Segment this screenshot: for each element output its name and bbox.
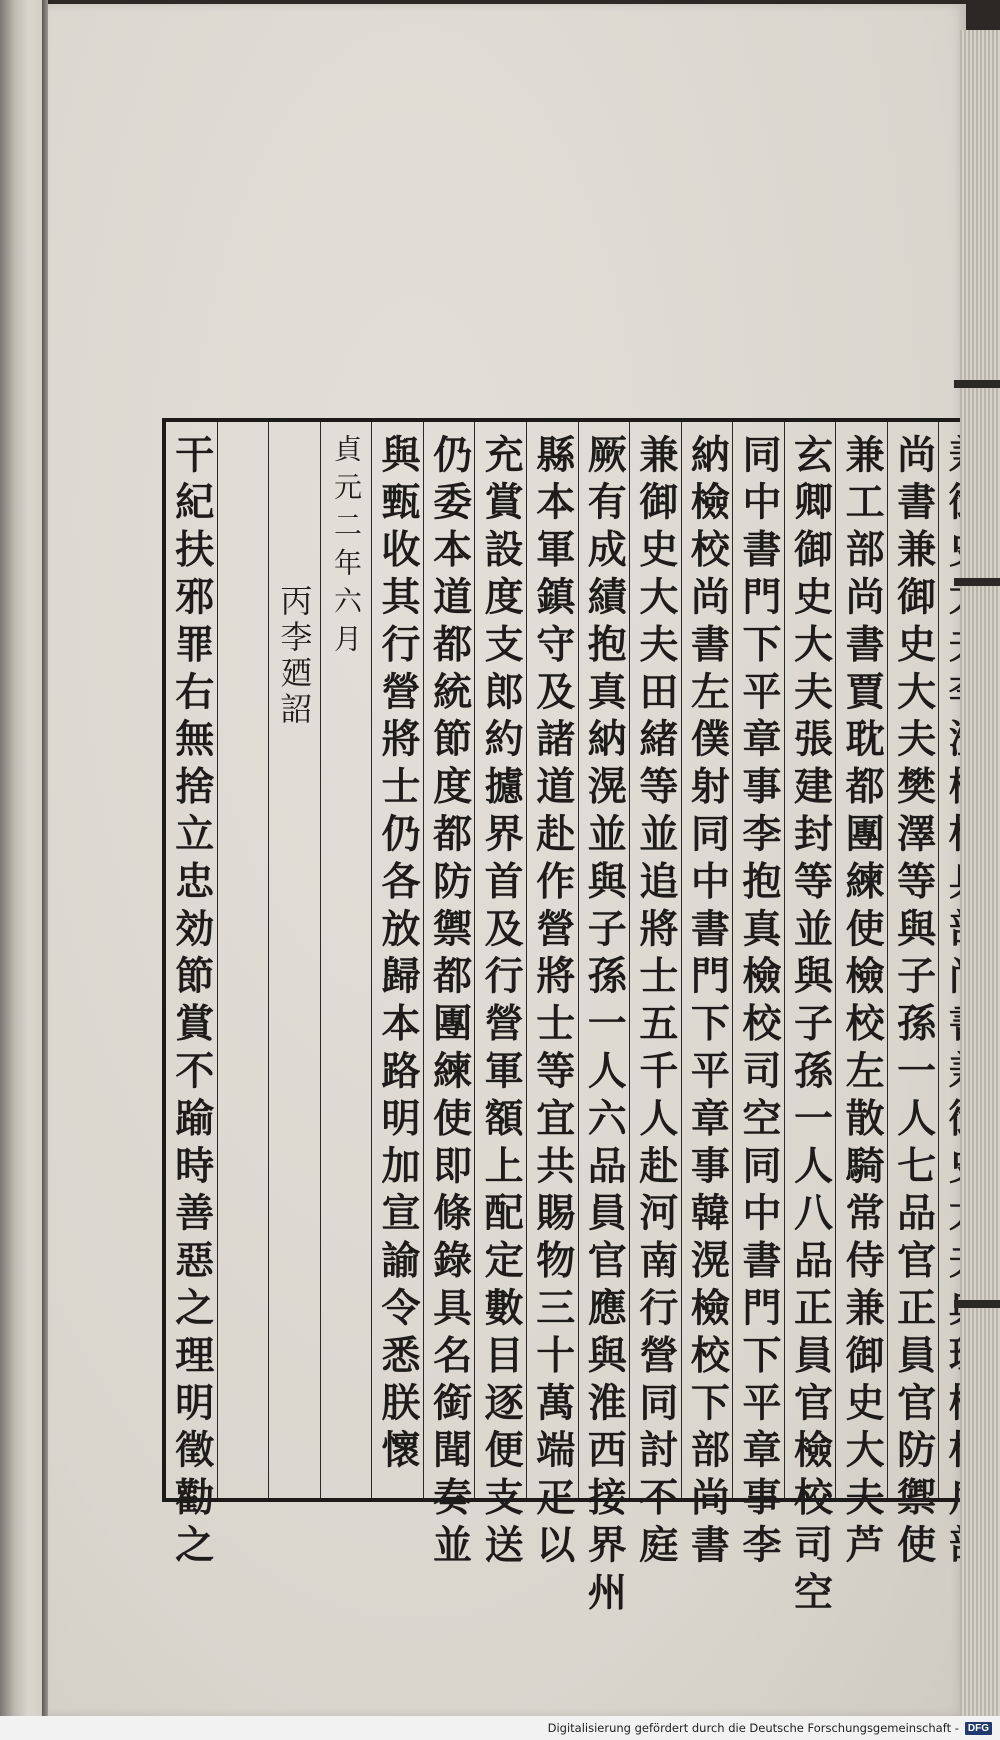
- column-text: 仍委本道都統節度都防禦都團練使即條錄具名銜聞奏並: [426, 434, 473, 1572]
- column-text: 厥有成績抱真納滉並與子孫一人六品員官應與淮西接界州: [581, 434, 628, 1619]
- text-column: [784, 422, 836, 1619]
- text-column: [732, 422, 784, 1572]
- column-text: 與甄收其行營將士仍各放歸本路明加宣諭令悉朕懷: [375, 434, 422, 1477]
- text-column: [887, 422, 939, 1572]
- book-page: [48, 4, 966, 1716]
- column-text: 兼工部尚書賈耽都團練使檢校左散騎常侍兼御史大夫芦: [839, 434, 886, 1572]
- previous-page-edge: [0, 0, 48, 1716]
- dfg-logo: DFG: [965, 1722, 992, 1735]
- text-column: [268, 422, 320, 1498]
- text-column: [166, 422, 217, 1572]
- text-column: [629, 422, 681, 1572]
- page-stack-edges: [960, 30, 1000, 1720]
- column-text: 縣本軍鎮守及諸道赴作營將士等宜共賜物三十萬端疋以: [529, 434, 576, 1572]
- text-column: [371, 422, 423, 1498]
- column-text: 充賞設度支郎約攄界首及行營軍額上配定數目逐便支送: [478, 434, 525, 1572]
- text-column: [526, 422, 578, 1572]
- text-column: [578, 422, 630, 1619]
- column-text: 干紀扶邪罪右無捨立忠効節賞不踰時善惡之理明徵勸之: [168, 434, 215, 1572]
- text-column: [423, 422, 475, 1572]
- text-column: [681, 422, 733, 1572]
- page-tab: [954, 578, 1000, 586]
- text-frame: [162, 418, 994, 1619]
- text-column: [217, 422, 269, 1498]
- text-column: [474, 422, 526, 1572]
- column-text: 納檢校尚書左僕射同中書門下平章事韓滉檢校下部尚書: [684, 434, 731, 1572]
- column-text: 貞元二年六月: [329, 434, 363, 662]
- page-tab: [954, 1300, 1000, 1308]
- column-text: 玄卿御史大夫張建封等並與子孫一人八品正員官檢校司空: [787, 434, 834, 1619]
- text-columns: [166, 422, 990, 1619]
- column-text: 兼御史大夫田緒等並追將士五千人赴河南行營同討不庭: [632, 434, 679, 1572]
- footer-bar: [0, 1716, 1000, 1740]
- column-text: 尚書兼御史大夫樊澤等與子孫一人七品官正員官防禦使: [890, 434, 937, 1572]
- column-text: 同中書門下平章事李抱真檢校司空同中書門下平章事李: [735, 434, 782, 1572]
- page-tab: [954, 380, 1000, 388]
- text-column: [835, 422, 887, 1572]
- footer-credit: Digitalisierung gefördert durch die Deutsche Forschungsgemeinschaft -: [547, 1721, 959, 1735]
- text-column: [320, 422, 372, 1498]
- column-text: 丙李廼詔: [275, 584, 314, 728]
